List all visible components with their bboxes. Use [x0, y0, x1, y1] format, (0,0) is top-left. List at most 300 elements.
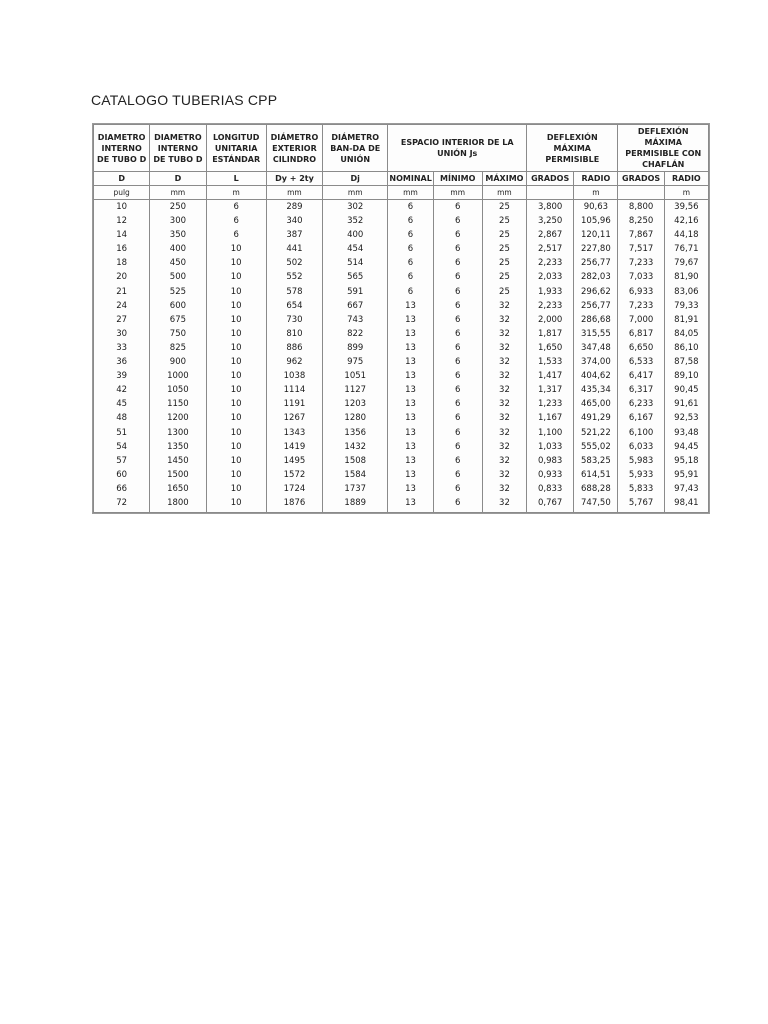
cell-diametro-exterior: 1343: [266, 426, 322, 440]
cell-diametro-pulg: 18: [94, 256, 150, 270]
cell-radio: 120,11: [574, 228, 618, 242]
cell-grados: 2,233: [527, 299, 574, 313]
cell-maximo: 32: [482, 341, 526, 355]
unit-cell: mm: [482, 186, 526, 200]
cell-grados: 0,983: [527, 454, 574, 468]
cell-longitud: 10: [206, 383, 266, 397]
cell-diametro-mm: 1800: [150, 496, 206, 513]
cell-longitud: 6: [206, 200, 266, 215]
cell-nominal: 13: [388, 482, 433, 496]
cell-radio-chaflan: 79,67: [664, 256, 708, 270]
cell-radio-chaflan: 97,43: [664, 482, 708, 496]
cell-diametro-exterior: 1876: [266, 496, 322, 513]
cell-longitud: 10: [206, 256, 266, 270]
cell-minimo: 6: [433, 496, 482, 513]
cell-diametro-banda: 975: [323, 355, 388, 369]
cell-diametro-mm: 1500: [150, 468, 206, 482]
cell-grados-chaflan: 6,033: [618, 440, 664, 454]
cell-diametro-mm: 300: [150, 214, 206, 228]
cell-grados-chaflan: 7,517: [618, 242, 664, 256]
cell-diametro-exterior: 387: [266, 228, 322, 242]
cell-diametro-mm: 500: [150, 270, 206, 284]
cell-diametro-pulg: 24: [94, 299, 150, 313]
cell-nominal: 6: [388, 285, 433, 299]
cell-grados: 1,650: [527, 341, 574, 355]
cell-radio: 374,00: [574, 355, 618, 369]
cell-diametro-mm: 250: [150, 200, 206, 215]
cell-longitud: 10: [206, 482, 266, 496]
cell-grados: 2,033: [527, 270, 574, 284]
cell-diametro-mm: 1200: [150, 411, 206, 425]
cell-grados-chaflan: 5,833: [618, 482, 664, 496]
table-row: [94, 355, 709, 369]
cell-diametro-exterior: 1495: [266, 454, 322, 468]
cell-diametro-pulg: 57: [94, 454, 150, 468]
cell-radio-chaflan: 84,05: [664, 327, 708, 341]
cell-radio: 747,50: [574, 496, 618, 513]
unit-cell: mm: [433, 186, 482, 200]
cell-grados: 1,533: [527, 355, 574, 369]
cell-diametro-pulg: 60: [94, 468, 150, 482]
cell-maximo: 32: [482, 440, 526, 454]
cell-diametro-banda: 1508: [323, 454, 388, 468]
table-row: [94, 285, 709, 299]
cell-radio-chaflan: 98,41: [664, 496, 708, 513]
cell-diametro-banda: 1356: [323, 426, 388, 440]
cell-nominal: 13: [388, 355, 433, 369]
cell-nominal: 13: [388, 369, 433, 383]
header-row: [94, 125, 709, 172]
cell-grados: 2,000: [527, 313, 574, 327]
cell-radio-chaflan: 76,71: [664, 242, 708, 256]
cell-maximo: 32: [482, 369, 526, 383]
symbol-cell: D: [94, 172, 150, 186]
cell-diametro-banda: 1889: [323, 496, 388, 513]
cell-nominal: 13: [388, 411, 433, 425]
cell-grados-chaflan: 6,100: [618, 426, 664, 440]
cell-longitud: 10: [206, 355, 266, 369]
cell-maximo: 32: [482, 313, 526, 327]
cell-diametro-banda: 899: [323, 341, 388, 355]
cell-maximo: 32: [482, 411, 526, 425]
cell-radio: 347,48: [574, 341, 618, 355]
cell-longitud: 10: [206, 327, 266, 341]
cell-diametro-banda: 1280: [323, 411, 388, 425]
cell-minimo: 6: [433, 369, 482, 383]
cell-longitud: 10: [206, 496, 266, 513]
cell-radio: 256,77: [574, 299, 618, 313]
cell-diametro-exterior: 441: [266, 242, 322, 256]
cell-radio-chaflan: 92,53: [664, 411, 708, 425]
cell-diametro-exterior: 1419: [266, 440, 322, 454]
cell-diametro-pulg: 21: [94, 285, 150, 299]
cell-radio-chaflan: 83,06: [664, 285, 708, 299]
cell-minimo: 6: [433, 327, 482, 341]
cell-radio: 555,02: [574, 440, 618, 454]
cell-radio-chaflan: 79,33: [664, 299, 708, 313]
cell-radio-chaflan: 95,18: [664, 454, 708, 468]
unit-cell: mm: [388, 186, 433, 200]
cell-grados: 1,817: [527, 327, 574, 341]
cell-maximo: 32: [482, 397, 526, 411]
cell-grados-chaflan: 6,317: [618, 383, 664, 397]
cell-grados-chaflan: 5,983: [618, 454, 664, 468]
symbol-cell: L: [206, 172, 266, 186]
cell-diametro-banda: 667: [323, 299, 388, 313]
symbol-row: [94, 172, 709, 186]
cell-diametro-mm: 400: [150, 242, 206, 256]
cell-diametro-pulg: 27: [94, 313, 150, 327]
cell-maximo: 25: [482, 270, 526, 284]
cell-minimo: 6: [433, 256, 482, 270]
subheader-radio: RADIO: [574, 172, 618, 186]
table-row: [94, 256, 709, 270]
cell-radio: 688,28: [574, 482, 618, 496]
cell-diametro-exterior: 340: [266, 214, 322, 228]
cell-minimo: 6: [433, 341, 482, 355]
cell-grados: 0,833: [527, 482, 574, 496]
cell-maximo: 32: [482, 383, 526, 397]
cell-nominal: 13: [388, 440, 433, 454]
cell-radio: 521,22: [574, 426, 618, 440]
cell-diametro-banda: 1584: [323, 468, 388, 482]
pipe-catalog-table: [93, 124, 709, 513]
cell-diametro-exterior: 502: [266, 256, 322, 270]
cell-nominal: 13: [388, 496, 433, 513]
cell-nominal: 6: [388, 256, 433, 270]
unit-cell: mm: [150, 186, 206, 200]
cell-diametro-banda: 1737: [323, 482, 388, 496]
subheader-grados: GRADOS: [527, 172, 574, 186]
cell-radio-chaflan: 94,45: [664, 440, 708, 454]
unit-cell: mm: [266, 186, 322, 200]
cell-radio-chaflan: 86,10: [664, 341, 708, 355]
cell-radio-chaflan: 44,18: [664, 228, 708, 242]
cell-maximo: 25: [482, 285, 526, 299]
cell-grados: 2,517: [527, 242, 574, 256]
table-row: [94, 440, 709, 454]
cell-radio-chaflan: 39,56: [664, 200, 708, 215]
cell-minimo: 6: [433, 482, 482, 496]
cell-diametro-mm: 350: [150, 228, 206, 242]
cell-minimo: 6: [433, 454, 482, 468]
cell-longitud: 10: [206, 411, 266, 425]
header-diametro-banda: DIÁMETRO BAN-DA DE UNIÓN: [323, 125, 388, 172]
cell-diametro-exterior: 1572: [266, 468, 322, 482]
cell-radio: 404,62: [574, 369, 618, 383]
cell-maximo: 25: [482, 256, 526, 270]
cell-grados-chaflan: 8,250: [618, 214, 664, 228]
table-row: [94, 200, 709, 215]
cell-diametro-pulg: 66: [94, 482, 150, 496]
cell-minimo: 6: [433, 440, 482, 454]
cell-radio: 315,55: [574, 327, 618, 341]
cell-minimo: 6: [433, 270, 482, 284]
cell-minimo: 6: [433, 242, 482, 256]
cell-diametro-exterior: 654: [266, 299, 322, 313]
unit-cell: mm: [323, 186, 388, 200]
cell-grados: 1,317: [527, 383, 574, 397]
header-espacio-interior: ESPACIO INTERIOR DE LA UNIÓN Js: [388, 125, 527, 172]
cell-diametro-pulg: 45: [94, 397, 150, 411]
cell-grados-chaflan: 6,233: [618, 397, 664, 411]
cell-grados-chaflan: 7,000: [618, 313, 664, 327]
cell-grados-chaflan: 5,767: [618, 496, 664, 513]
cell-diametro-banda: 565: [323, 270, 388, 284]
cell-grados-chaflan: 8,800: [618, 200, 664, 215]
cell-radio: 286,68: [574, 313, 618, 327]
cell-diametro-banda: 743: [323, 313, 388, 327]
cell-diametro-mm: 825: [150, 341, 206, 355]
cell-diametro-banda: 454: [323, 242, 388, 256]
cell-diametro-pulg: 42: [94, 383, 150, 397]
cell-grados: 0,933: [527, 468, 574, 482]
table-row: [94, 454, 709, 468]
cell-diametro-banda: 302: [323, 200, 388, 215]
cell-longitud: 10: [206, 454, 266, 468]
cell-radio: 583,25: [574, 454, 618, 468]
cell-nominal: 13: [388, 426, 433, 440]
symbol-cell: Dy + 2ty: [266, 172, 322, 186]
cell-diametro-exterior: 1267: [266, 411, 322, 425]
cell-grados: 3,800: [527, 200, 574, 215]
cell-diametro-pulg: 10: [94, 200, 150, 215]
cell-grados: 1,033: [527, 440, 574, 454]
symbol-cell: D: [150, 172, 206, 186]
cell-radio: 465,00: [574, 397, 618, 411]
cell-nominal: 13: [388, 327, 433, 341]
cell-nominal: 13: [388, 397, 433, 411]
cell-maximo: 25: [482, 228, 526, 242]
table-row: [94, 468, 709, 482]
cell-longitud: 10: [206, 426, 266, 440]
subheader-nominal: NOMINAL: [388, 172, 433, 186]
cell-maximo: 32: [482, 327, 526, 341]
cell-grados: 1,233: [527, 397, 574, 411]
cell-diametro-mm: 1150: [150, 397, 206, 411]
cell-grados: 2,233: [527, 256, 574, 270]
cell-minimo: 6: [433, 200, 482, 215]
cell-diametro-mm: 900: [150, 355, 206, 369]
cell-longitud: 10: [206, 270, 266, 284]
cell-diametro-banda: 822: [323, 327, 388, 341]
cell-maximo: 25: [482, 200, 526, 215]
table-body: [94, 200, 709, 513]
cell-diametro-pulg: 14: [94, 228, 150, 242]
cell-grados: 3,250: [527, 214, 574, 228]
cell-minimo: 6: [433, 355, 482, 369]
table-row: [94, 341, 709, 355]
cell-diametro-pulg: 16: [94, 242, 150, 256]
cell-maximo: 32: [482, 355, 526, 369]
cell-longitud: 10: [206, 242, 266, 256]
cell-longitud: 6: [206, 228, 266, 242]
cell-diametro-exterior: 1114: [266, 383, 322, 397]
cell-diametro-exterior: 1724: [266, 482, 322, 496]
cell-radio: 90,63: [574, 200, 618, 215]
cell-diametro-banda: 1127: [323, 383, 388, 397]
cell-longitud: 10: [206, 468, 266, 482]
cell-radio-chaflan: 91,61: [664, 397, 708, 411]
cell-radio-chaflan: 81,91: [664, 313, 708, 327]
cell-minimo: 6: [433, 313, 482, 327]
cell-radio: 105,96: [574, 214, 618, 228]
table-row: [94, 383, 709, 397]
cell-nominal: 13: [388, 299, 433, 313]
cell-radio: 614,51: [574, 468, 618, 482]
cell-diametro-exterior: 1038: [266, 369, 322, 383]
cell-grados-chaflan: 7,233: [618, 256, 664, 270]
cell-radio-chaflan: 81,90: [664, 270, 708, 284]
cell-diametro-exterior: 962: [266, 355, 322, 369]
table-row: [94, 299, 709, 313]
cell-diametro-mm: 1050: [150, 383, 206, 397]
cell-diametro-banda: 1432: [323, 440, 388, 454]
cell-diametro-banda: 514: [323, 256, 388, 270]
cell-nominal: 6: [388, 228, 433, 242]
cell-diametro-pulg: 20: [94, 270, 150, 284]
table-row: [94, 228, 709, 242]
header-deflexion: DEFLEXIÓN MÁXIMA PERMISIBLE: [527, 125, 618, 172]
cell-diametro-mm: 675: [150, 313, 206, 327]
cell-diametro-pulg: 51: [94, 426, 150, 440]
cell-radio: 227,80: [574, 242, 618, 256]
cell-minimo: 6: [433, 214, 482, 228]
cell-maximo: 32: [482, 454, 526, 468]
cell-grados: 0,767: [527, 496, 574, 513]
cell-grados-chaflan: 5,933: [618, 468, 664, 482]
cell-maximo: 32: [482, 426, 526, 440]
cell-diametro-exterior: 1191: [266, 397, 322, 411]
cell-radio: 435,34: [574, 383, 618, 397]
cell-diametro-mm: 1650: [150, 482, 206, 496]
cell-diametro-exterior: 552: [266, 270, 322, 284]
cell-grados: 2,867: [527, 228, 574, 242]
cell-diametro-pulg: 48: [94, 411, 150, 425]
header-diametro-interno-pulg: DIAMETRO INTERNO DE TUBO D: [94, 125, 150, 172]
cell-diametro-mm: 750: [150, 327, 206, 341]
cell-radio-chaflan: 89,10: [664, 369, 708, 383]
cell-minimo: 6: [433, 468, 482, 482]
cell-maximo: 25: [482, 214, 526, 228]
unit-cell: [527, 186, 574, 200]
cell-grados: 1,167: [527, 411, 574, 425]
cell-longitud: 10: [206, 341, 266, 355]
header-longitud: LONGITUD UNITARIA ESTÁNDAR: [206, 125, 266, 172]
cell-diametro-banda: 1051: [323, 369, 388, 383]
cell-nominal: 6: [388, 214, 433, 228]
table-row: [94, 411, 709, 425]
cell-maximo: 32: [482, 482, 526, 496]
cell-minimo: 6: [433, 383, 482, 397]
cell-maximo: 25: [482, 242, 526, 256]
table-row: [94, 369, 709, 383]
cell-minimo: 6: [433, 411, 482, 425]
cell-maximo: 32: [482, 468, 526, 482]
unit-cell: pulg: [94, 186, 150, 200]
cell-longitud: 10: [206, 369, 266, 383]
cell-diametro-banda: 400: [323, 228, 388, 242]
cell-longitud: 10: [206, 299, 266, 313]
cell-grados: 1,933: [527, 285, 574, 299]
cell-grados: 1,100: [527, 426, 574, 440]
cell-diametro-mm: 1350: [150, 440, 206, 454]
cell-nominal: 13: [388, 313, 433, 327]
cell-radio: 282,03: [574, 270, 618, 284]
cell-radio: 256,77: [574, 256, 618, 270]
cell-nominal: 6: [388, 200, 433, 215]
table-row: [94, 242, 709, 256]
cell-radio-chaflan: 90,45: [664, 383, 708, 397]
cell-diametro-mm: 600: [150, 299, 206, 313]
unit-cell: m: [574, 186, 618, 200]
cell-radio: 491,29: [574, 411, 618, 425]
cell-maximo: 32: [482, 299, 526, 313]
table-row: [94, 482, 709, 496]
cell-diametro-mm: 450: [150, 256, 206, 270]
units-row: [94, 186, 709, 200]
cell-longitud: 10: [206, 285, 266, 299]
cell-longitud: 6: [206, 214, 266, 228]
cell-diametro-pulg: 36: [94, 355, 150, 369]
table-row: [94, 426, 709, 440]
cell-diametro-pulg: 39: [94, 369, 150, 383]
cell-radio-chaflan: 93,48: [664, 426, 708, 440]
table-row: [94, 327, 709, 341]
page-title: CATALOGO TUBERIAS CPP: [91, 92, 278, 108]
cell-minimo: 6: [433, 285, 482, 299]
header-diametro-exterior: DIÁMETRO EXTERIOR CILINDRO: [266, 125, 322, 172]
cell-grados-chaflan: 6,533: [618, 355, 664, 369]
cell-minimo: 6: [433, 426, 482, 440]
pipe-catalog-table-image: [92, 123, 710, 514]
cell-grados-chaflan: 6,417: [618, 369, 664, 383]
cell-minimo: 6: [433, 397, 482, 411]
subheader-minimo: MÍNIMO: [433, 172, 482, 186]
cell-radio-chaflan: 87,58: [664, 355, 708, 369]
cell-diametro-pulg: 30: [94, 327, 150, 341]
symbol-cell: Dj: [323, 172, 388, 186]
cell-diametro-banda: 591: [323, 285, 388, 299]
cell-minimo: 6: [433, 228, 482, 242]
cell-diametro-exterior: 289: [266, 200, 322, 215]
cell-nominal: 13: [388, 468, 433, 482]
cell-grados-chaflan: 6,650: [618, 341, 664, 355]
table-row: [94, 496, 709, 513]
cell-grados-chaflan: 7,233: [618, 299, 664, 313]
cell-diametro-pulg: 33: [94, 341, 150, 355]
cell-radio: 296,62: [574, 285, 618, 299]
unit-cell: m: [664, 186, 708, 200]
cell-diametro-banda: 352: [323, 214, 388, 228]
cell-diametro-exterior: 730: [266, 313, 322, 327]
unit-cell: m: [206, 186, 266, 200]
subheader-maximo: MÁXIMO: [482, 172, 526, 186]
cell-diametro-pulg: 54: [94, 440, 150, 454]
cell-nominal: 13: [388, 341, 433, 355]
cell-diametro-pulg: 12: [94, 214, 150, 228]
cell-grados-chaflan: 6,167: [618, 411, 664, 425]
cell-radio-chaflan: 42,16: [664, 214, 708, 228]
cell-grados-chaflan: 6,933: [618, 285, 664, 299]
cell-diametro-pulg: 72: [94, 496, 150, 513]
table-row: [94, 313, 709, 327]
cell-diametro-exterior: 810: [266, 327, 322, 341]
cell-nominal: 6: [388, 270, 433, 284]
cell-grados-chaflan: 7,867: [618, 228, 664, 242]
cell-longitud: 10: [206, 313, 266, 327]
cell-diametro-exterior: 578: [266, 285, 322, 299]
